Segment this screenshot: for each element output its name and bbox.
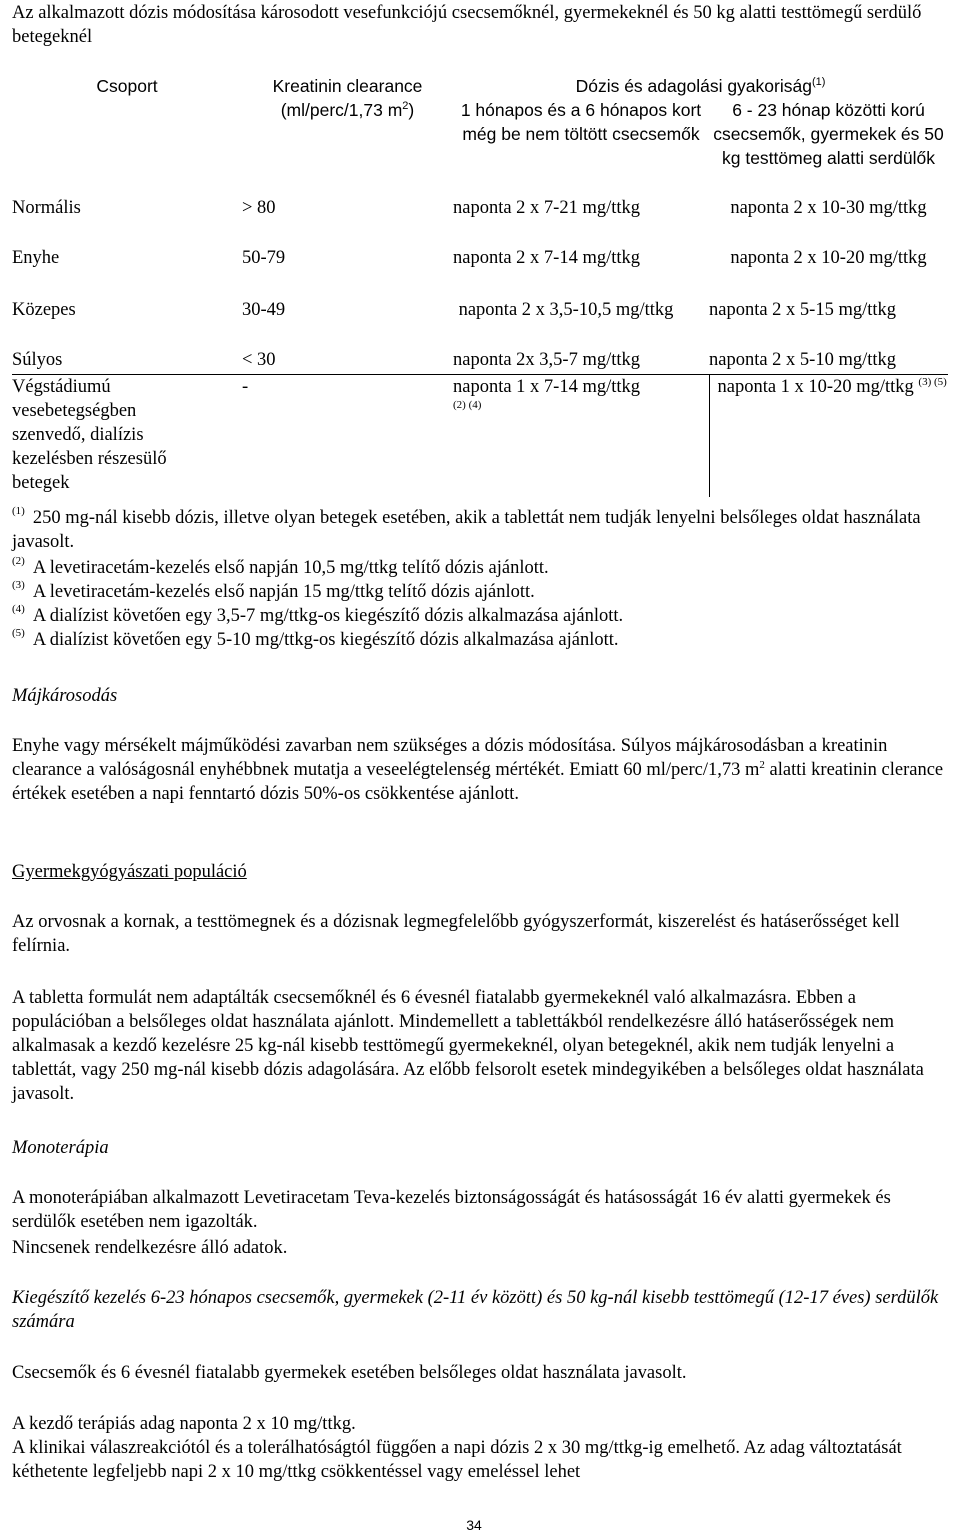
adjunctive-paragraph-1: Csecsemők és 6 évesnél fiatalabb gyermekek esetében belsőleges oldat használata javasolt. (12, 1363, 687, 1383)
header-clearance (242, 74, 453, 196)
table-caption: Az alkalmazott dózis módosítása károsodott vesefunkciójú csecsemőknél, gyermekeknél és 50 kg alatti testtömegű serdülő betegeknél (12, 3, 922, 47)
page-number: 34 (466, 1517, 482, 1533)
footnote-text: A levetiracetám-kezelés első napján 15 mg/ttkg telítő dózis ajánlott. (32, 582, 535, 602)
cell-clearance: < 30 (242, 350, 276, 370)
section-title-liver: Májkárosodás (12, 686, 118, 706)
footnote-mark: (3) (12, 579, 25, 591)
header-clearance-sup: 2 (402, 100, 409, 112)
pediatric-paragraph-1: Az orvosnak a kornak, a testtömegnek és a dózisnak legmegfelelőbb gyógyszerformát, kiszerelést és hatáserősséget kell felírnia. (12, 912, 900, 956)
cell-child: naponta 2 x 5-15 mg/ttkg (709, 300, 897, 320)
cell-clearance: - (242, 375, 453, 498)
header-dose (453, 74, 948, 98)
footnote (12, 506, 948, 554)
footnote-mark: (4) (12, 603, 25, 615)
adjunctive-paragraph-2: A kezdő terápiás adag naponta 2 x 10 mg/ttkg. (12, 1414, 356, 1434)
footnote-mark: (2) (12, 555, 25, 567)
cell-clearance: 30-49 (242, 300, 286, 320)
header-clearance-unit: (ml/perc/1,73 m (280, 100, 403, 120)
footnote-text: A dialízist követően egy 3,5-7 mg/ttkg-os kiegészítő dózis alkalmazása ajánlott. (32, 606, 624, 626)
dose-adjustment-table (12, 74, 948, 497)
table-row (12, 375, 948, 498)
footnote-text: A dialízist követően egy 5-10 mg/ttkg-os kiegészítő dózis alkalmazása ajánlott. (32, 630, 619, 650)
monotherapy-paragraph-1: A monoterápiában alkalmazott Levetiracetam Teva-kezelés biztonságosságát és hatásosságát 16 év alatti gyermekek és serdülők esetében nem igazolták. (12, 1188, 891, 1232)
liver-text-sup: 2 (759, 759, 765, 771)
monotherapy-paragraph-2: Nincsenek rendelkezésre álló adatok. (12, 1238, 288, 1258)
header-clearance-label: Kreatinin clearance (272, 76, 423, 96)
footnote-mark: (5) (12, 627, 25, 639)
header-dose-sup: (1) (811, 76, 826, 88)
cell-infant: naponta 2x 3,5-7 mg/ttkg (453, 350, 641, 370)
footnote-mark: (1) (12, 505, 25, 517)
header-infant-label: 1 hónapos és a 6 hónapos kort még be nem töltött csecsemők (460, 100, 702, 144)
adjunctive-paragraph-3: A klinikai válaszreakciótól és a tolerálhatóságtól függően a napi dózis 2 x 30 mg/ttkg-ig emelhető. Az adag változtatását kéthetente legfeljebb napi 2 x 10 mg/ttkg csökkentéssel vagy emeléssel lehet (12, 1438, 902, 1482)
header-dose-label: Dózis és adagolási gyakoriság (575, 76, 812, 96)
header-clearance-close: ) (408, 100, 415, 120)
cell-child: naponta 2 x 10-30 mg/ttkg (730, 198, 927, 218)
cell-group: Súlyos (12, 350, 63, 370)
pediatric-paragraph-2: A tabletta formulát nem adaptálták csecsemőknél és 6 évesnél fiatalabb gyermekeknél való alkalmazásra. Ebben a populációban a belsőleges oldat használata ajánlott. Mindemellett a tablettákból rendelkezésre álló hatáserősségek nem alkalmasak a kezdő kezelésre 25 kg-nál kisebb testtömegű gyermekeknél, olyan betegeknél, akik nem tudják lenyelni a tablettát, vagy 250 mg-nál kisebb dózis adagolására. Az előbb felsorolt esetek mindegyikében a belsőleges oldat használata javasolt. (12, 988, 924, 1104)
cell-child (709, 375, 948, 498)
table-header-row (12, 74, 948, 98)
liver-text-start: Enyhe vagy mérsékelt májműködési zavarban nem szükséges a dózis módosítása. Súlyos májkárosodásban a kreatinin clearance a valóságosnál enyhébbnek mutatja a veseelégtelenség mértékét. Emiatt 60 ml/perc/1,73 m (12, 736, 888, 780)
section-title-monotherapy: Monoterápia (12, 1138, 109, 1158)
cell-child-text: naponta 1 x 10-20 mg/ttkg (717, 377, 914, 397)
footnote-text: 250 mg-nál kisebb dózis, illetve olyan betegek esetében, akik a tablettát nem tudják lenyelni belsőleges oldat használata javasolt. (12, 508, 921, 552)
section-title-adjunctive: Kiegészítő kezelés 6-23 hónapos csecsemők, gyermekek (2-11 év között) és 50 kg-nál kisebb testtömegű (12-17 éves) serdülők számára (12, 1288, 939, 1332)
header-group-label: Csoport (96, 76, 158, 96)
header-infant (453, 98, 709, 196)
table-row (12, 246, 948, 298)
cell-child: naponta 2 x 10-20 mg/ttkg (730, 248, 927, 268)
header-group (12, 74, 242, 196)
table-row (12, 298, 948, 348)
cell-group: Végstádiumú vesebetegségben szenvedő, dialízis kezelésben részesülő betegek (12, 375, 242, 498)
header-child (709, 98, 948, 196)
cell-infant: naponta 2 x 7-14 mg/ttkg (453, 248, 641, 268)
footnote (12, 580, 948, 604)
cell-group: Normális (12, 198, 81, 218)
cell-child-footnote-refs: (3) (5) (918, 376, 947, 388)
cell-clearance: 50-79 (242, 248, 286, 268)
footnote (12, 604, 948, 628)
cell-infant: naponta 2 x 3,5-10,5 mg/ttkg (458, 300, 674, 320)
table-row (12, 196, 948, 246)
header-child-label: 6 - 23 hónap közötti korú csecsemők, gyermekek és 50 kg testtömeg alatti serdülők (713, 100, 944, 168)
cell-child: naponta 2 x 5-10 mg/ttkg (709, 350, 897, 370)
cell-infant (453, 375, 709, 498)
cell-infant-footnote-refs: (2) (4) (453, 399, 482, 411)
section-title-pediatric: Gyermekgyógyászati populáció (12, 862, 247, 882)
liver-text-end: alatti kreatinin clerance értékek esetében a napi fenntartó dózis 50%-os csökkentése ajánlott. (12, 760, 944, 804)
cell-group: Közepes (12, 300, 76, 320)
cell-infant: naponta 2 x 7-21 mg/ttkg (453, 198, 641, 218)
footnotes (12, 506, 948, 652)
cell-infant-text: naponta 1 x 7-14 mg/ttkg (453, 377, 641, 397)
cell-clearance: > 80 (242, 198, 276, 218)
table-row (12, 348, 948, 375)
footnote (12, 556, 948, 580)
footnote (12, 628, 948, 652)
liver-paragraph (12, 734, 948, 806)
footnote-text: A levetiracetám-kezelés első napján 10,5 mg/ttkg telítő dózis ajánlott. (32, 558, 549, 578)
cell-group: Enyhe (12, 248, 60, 268)
